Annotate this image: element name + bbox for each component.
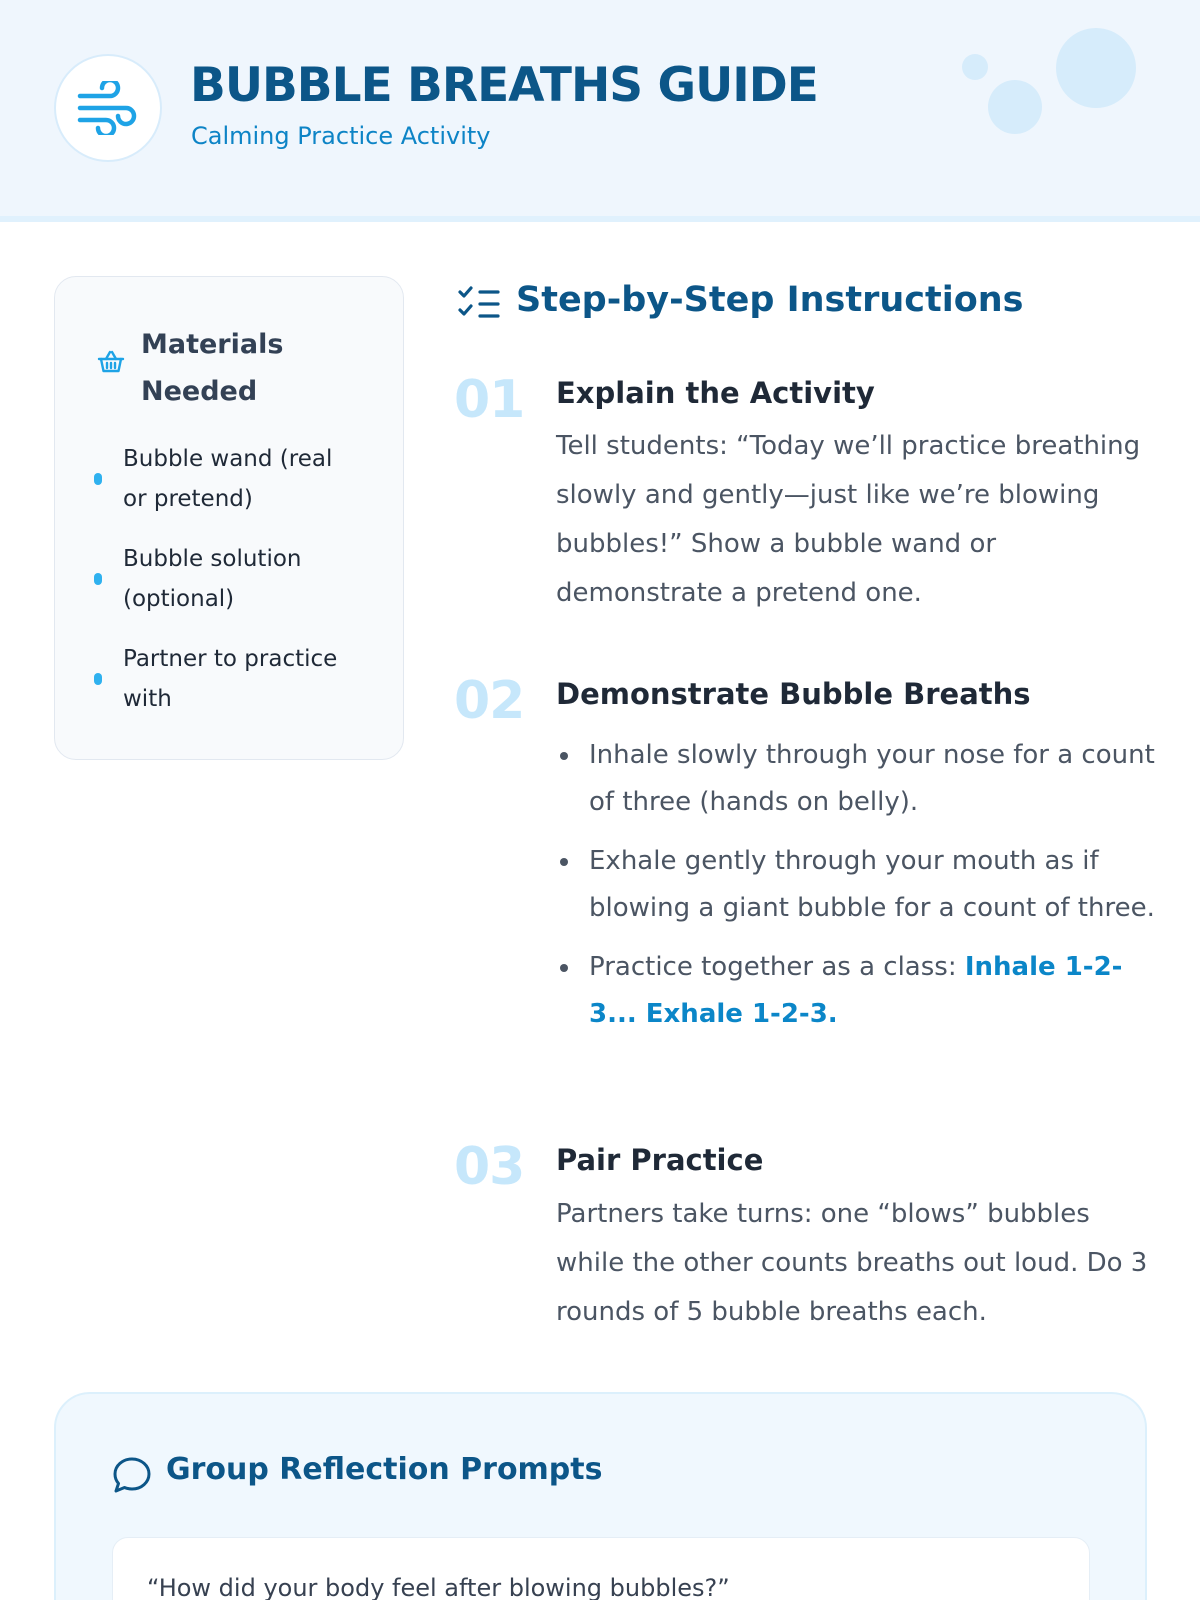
step-number: 02 bbox=[454, 671, 525, 731]
decorative-bubble bbox=[962, 54, 988, 80]
page-header bbox=[0, 0, 1200, 222]
breathing-count-highlight: Inhale 1-2-3... Exhale 1-2-3. bbox=[589, 952, 1123, 1029]
materials-item: Bubble wand (real or pretend) bbox=[123, 446, 333, 512]
reflection-prompt-card bbox=[112, 1537, 1090, 1600]
step-bullet bbox=[556, 944, 1156, 1038]
logo-badge bbox=[54, 54, 162, 162]
step-bullet bbox=[556, 838, 1156, 932]
step-bullet bbox=[556, 732, 1156, 826]
materials-item: Partner to practice with bbox=[123, 646, 338, 712]
step-title: Pair Practice bbox=[556, 1143, 764, 1177]
materials-item: Bubble solution (optional) bbox=[123, 546, 302, 612]
step-bullet-text: Practice together as a class: bbox=[589, 952, 965, 982]
materials-title: Materials Needed bbox=[141, 329, 284, 407]
decorative-bubble bbox=[988, 80, 1042, 134]
step-number: 03 bbox=[454, 1137, 525, 1197]
step-bullet-text: Exhale gently through your mouth as if blowing a giant bubble for a count of three. bbox=[589, 846, 1155, 923]
step-bullet-text: Inhale slowly through your nose for a count of three (hands on belly). bbox=[589, 740, 1155, 817]
bullet-dot bbox=[94, 473, 102, 485]
reflection-prompt: “How did your body feel after blowing bubbles?” bbox=[147, 1574, 730, 1600]
wind-icon bbox=[76, 81, 140, 135]
materials-card bbox=[54, 276, 404, 760]
decorative-bubble bbox=[1056, 28, 1136, 108]
step-title: Demonstrate Bubble Breaths bbox=[556, 677, 1031, 711]
bullet-dot bbox=[94, 673, 102, 685]
reflection-title: Group Reflection Prompts bbox=[166, 1452, 603, 1487]
reflection-section bbox=[54, 1392, 1147, 1600]
step-description: Partners take turns: one “blows” bubbles while the other counts breaths out loud. Do 3 rounds of 5 bubble breaths each. bbox=[556, 1199, 1148, 1327]
step-title: Explain the Activity bbox=[556, 376, 875, 410]
bullet-dot bbox=[94, 573, 102, 585]
page-title: BUBBLE BREATHS GUIDE bbox=[190, 58, 818, 113]
step-description: Tell students: “Today we’ll practice breathing slowly and gently—just like we’re blowing bubbles!” Show a bubble wand or demonstrate a pretend one. bbox=[556, 431, 1141, 608]
steps-heading: Step-by-Step Instructions bbox=[516, 280, 1024, 320]
step-bullet-list bbox=[556, 732, 1156, 1050]
step-number: 01 bbox=[454, 370, 525, 430]
page-subtitle: Calming Practice Activity bbox=[191, 122, 491, 150]
checklist-icon bbox=[458, 284, 502, 324]
speech-bubble-icon bbox=[112, 1456, 152, 1494]
basket-icon bbox=[97, 350, 125, 374]
